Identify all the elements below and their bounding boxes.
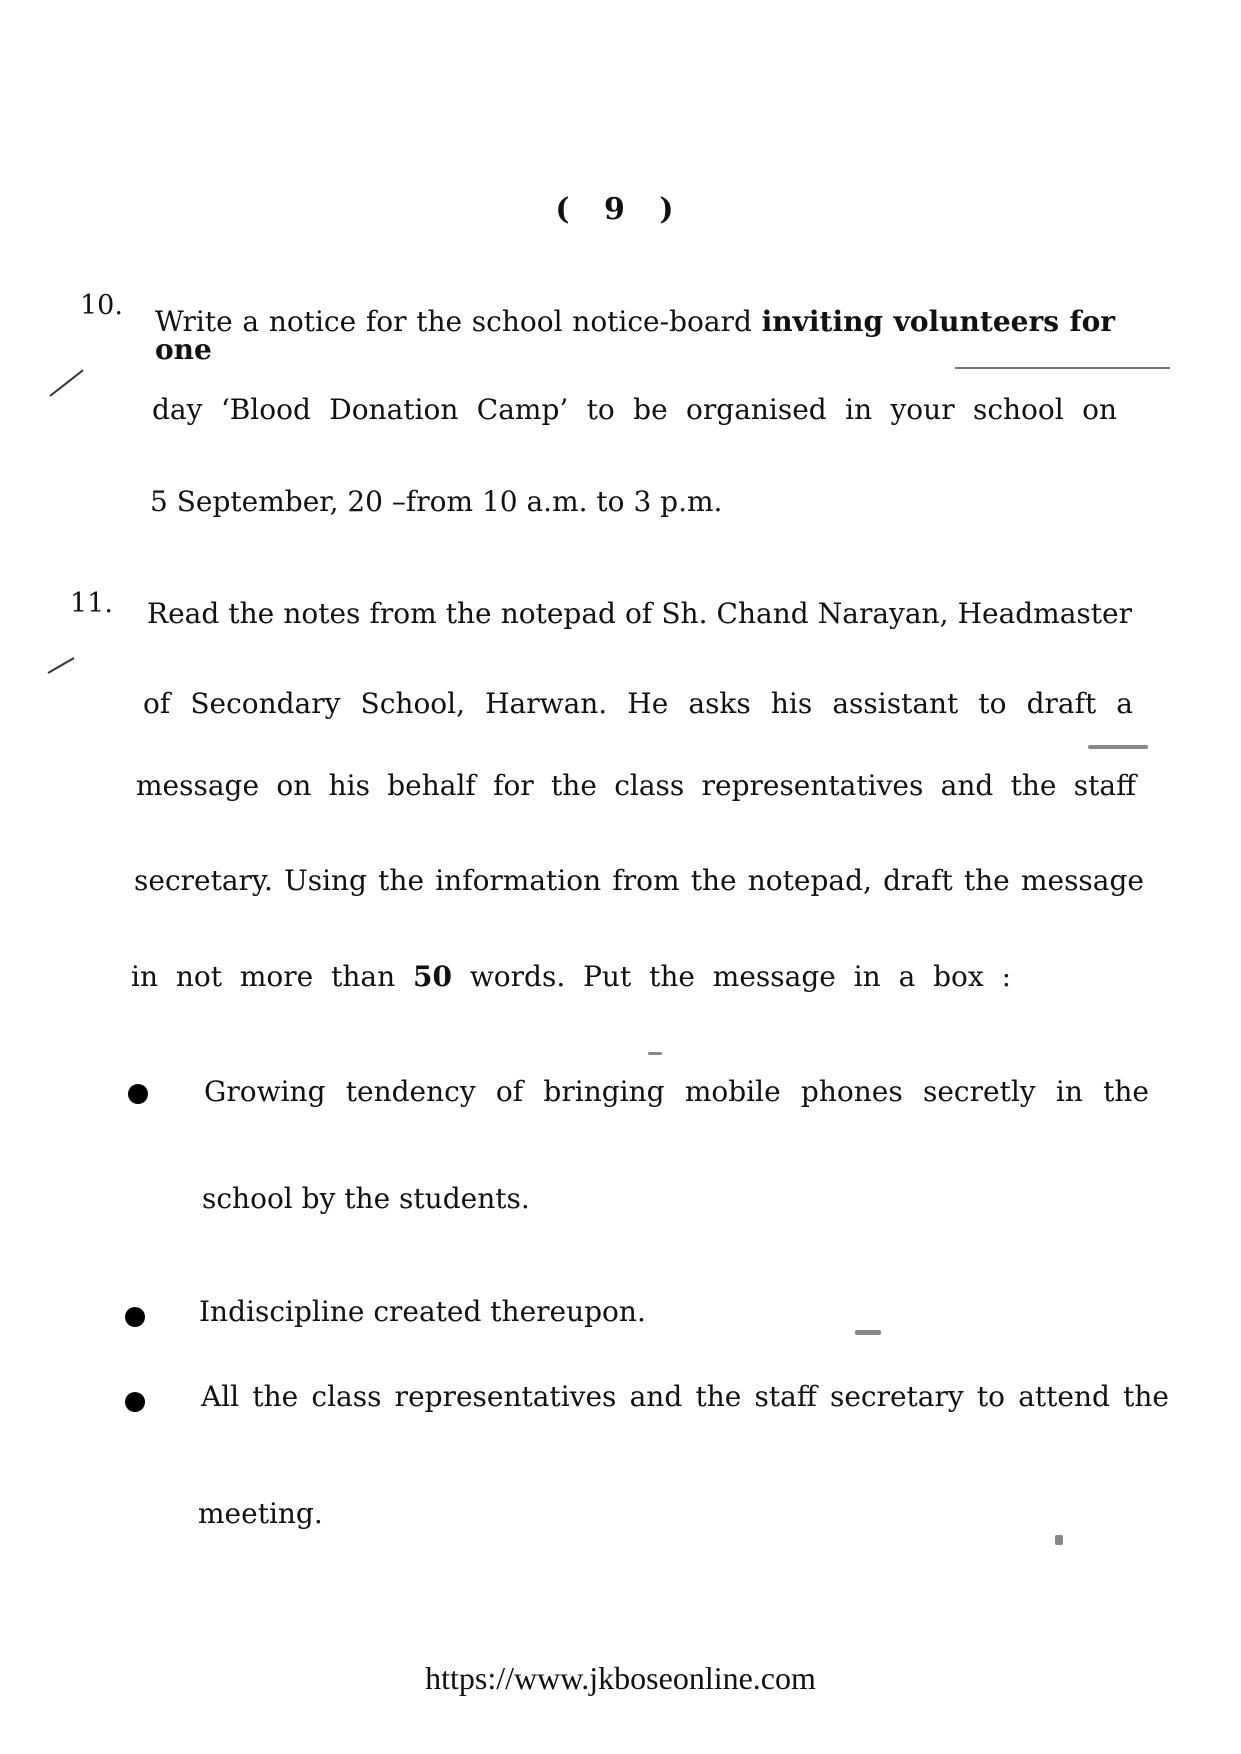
bullet-text: Indiscipline created thereupon. <box>199 1295 646 1328</box>
page-number: ( 9 ) <box>555 192 686 227</box>
question-line: 5 September, 20 –from 10 a.m. to 3 p.m. <box>150 485 723 518</box>
question-text: words. Put the message in a box : <box>451 960 1012 993</box>
bullet-text: meeting. <box>198 1497 323 1530</box>
question-line: Read the notes from the notepad of Sh. Chand Narayan, Headmaster <box>147 597 1132 630</box>
footer-url: https://www.jkboseonline.com <box>425 1660 816 1696</box>
bullet-point <box>125 1307 145 1327</box>
question-number: 10. <box>80 290 123 321</box>
question-text: Write a notice for the school notice-board <box>155 305 762 338</box>
question-line: day ‘Blood Donation Camp’ to be organised in your school on <box>152 393 1117 426</box>
scan-speck <box>1088 745 1148 749</box>
bullet-point <box>128 1084 148 1104</box>
bullet-text: Growing tendency of bringing mobile phones secretly in the <box>204 1075 1149 1108</box>
question-line <box>155 305 1116 366</box>
question-text: in not more than <box>131 960 413 993</box>
bullet-text: school by the students. <box>202 1182 530 1215</box>
question-line <box>131 960 1012 993</box>
underline-mark <box>955 367 1170 369</box>
question-line: of Secondary School, Harwan. He asks his assistant to draft a <box>143 687 1133 720</box>
pencil-tick-mark <box>48 657 75 674</box>
question-text-bold: inviting volunteers for one <box>155 305 1116 366</box>
question-line: message on his behalf for the class representatives and the staff <box>136 769 1136 802</box>
bullet-point <box>125 1392 145 1412</box>
bullet-text: All the class representatives and the staff secretary to attend the <box>201 1380 1169 1413</box>
question-number: 11. <box>70 588 113 619</box>
scan-speck <box>648 1052 662 1055</box>
scan-speck <box>1055 1535 1063 1545</box>
question-line: secretary. Using the information from the notepad, draft the message <box>134 864 1144 897</box>
scan-speck <box>855 1330 881 1335</box>
word-limit: 50 <box>412 960 452 993</box>
pencil-tick-mark <box>49 369 83 396</box>
